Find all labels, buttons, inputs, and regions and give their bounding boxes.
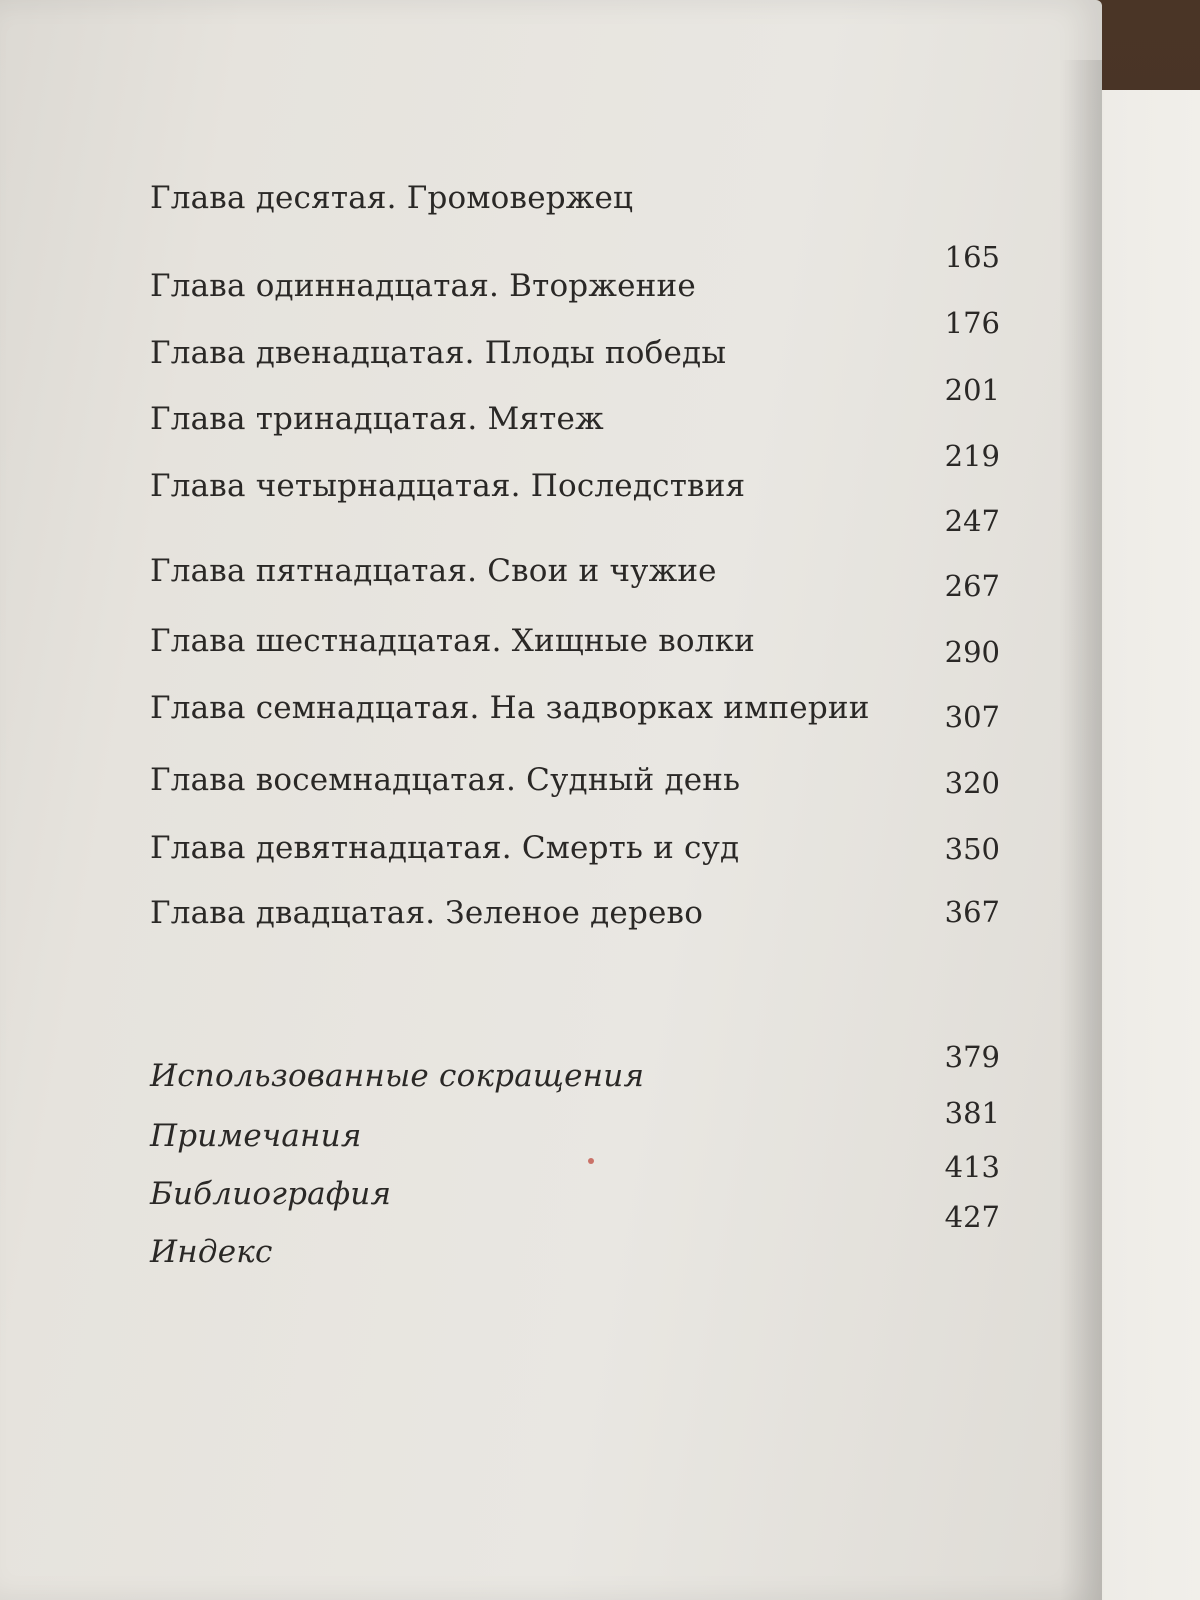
toc-entry-page: 176 <box>944 306 1000 340</box>
toc-entry-page: 307 <box>944 700 1000 734</box>
toc-appendix-page: 413 <box>944 1150 1000 1184</box>
toc-entry-title: Глава четырнадцатая. Последствия <box>150 468 746 504</box>
toc-entry-page: 350 <box>944 832 1000 866</box>
toc-entry-page: 219 <box>944 439 1000 473</box>
toc-appendix-title: Индекс <box>150 1234 273 1270</box>
toc-entry-chapter-17 <box>150 690 1000 750</box>
spine-shadow <box>1060 60 1102 1600</box>
toc-entry-page: 320 <box>944 766 1000 800</box>
toc-appendix-page: 381 <box>944 1096 1000 1130</box>
toc-entry-chapter-12 <box>150 335 1000 407</box>
toc-entry-chapter-20 <box>150 895 1000 955</box>
toc-appendix-page: 427 <box>944 1200 1000 1234</box>
toc-entry-chapter-19 <box>150 830 1000 890</box>
toc-entry-title: Глава тринадцатая. Мятеж <box>150 401 604 437</box>
toc-entry-title: Глава двенадцатая. Плоды победы <box>150 335 727 371</box>
toc-entry-chapter-18 <box>150 762 1000 822</box>
toc-entry-chapter-11 <box>150 268 1000 340</box>
toc-appendix-title: Использованные сокращения <box>150 1058 645 1094</box>
toc-entry-chapter-13 <box>150 401 1000 473</box>
toc-appendix-page: 379 <box>944 1040 1000 1074</box>
toc-entry-page: 165 <box>944 240 1000 274</box>
toc-entry-page: 267 <box>944 569 1000 603</box>
toc-appendix-title: Библиография <box>150 1176 392 1212</box>
toc-entry-title: Глава двадцатая. Зеленое дерево <box>150 895 704 931</box>
toc-entry-chapter-14 <box>150 468 1000 538</box>
toc-entry-title: Глава семнадцатая. На задворках империи <box>150 690 870 726</box>
toc-entry-title: Глава девятнадцатая. Смерть и суд <box>150 830 740 866</box>
toc-entry-title: Глава восемнадцатая. Судный день <box>150 762 741 798</box>
toc-entry-chapter-16 <box>150 623 1000 683</box>
toc-entry-title: Глава пятнадцатая. Свои и чужие <box>150 553 717 589</box>
toc-entry-page: 247 <box>944 504 1000 538</box>
toc-entry-title: Глава одиннадцатая. Вторжение <box>150 268 696 304</box>
toc-entry-chapter-15 <box>150 553 1000 613</box>
toc-entry-page: 290 <box>944 635 1000 669</box>
toc-entry-title: Глава шестнадцатая. Хищные волки <box>150 623 756 659</box>
toc-entry-page: 367 <box>944 895 1000 929</box>
toc-appendix-title: Примечания <box>150 1118 362 1154</box>
toc-entry-chapter-10 <box>150 180 1000 274</box>
toc-entry-title: Глава десятая. Громовержец <box>150 180 634 216</box>
toc-entry-page: 201 <box>944 373 1000 407</box>
table-of-contents <box>150 0 1000 1600</box>
